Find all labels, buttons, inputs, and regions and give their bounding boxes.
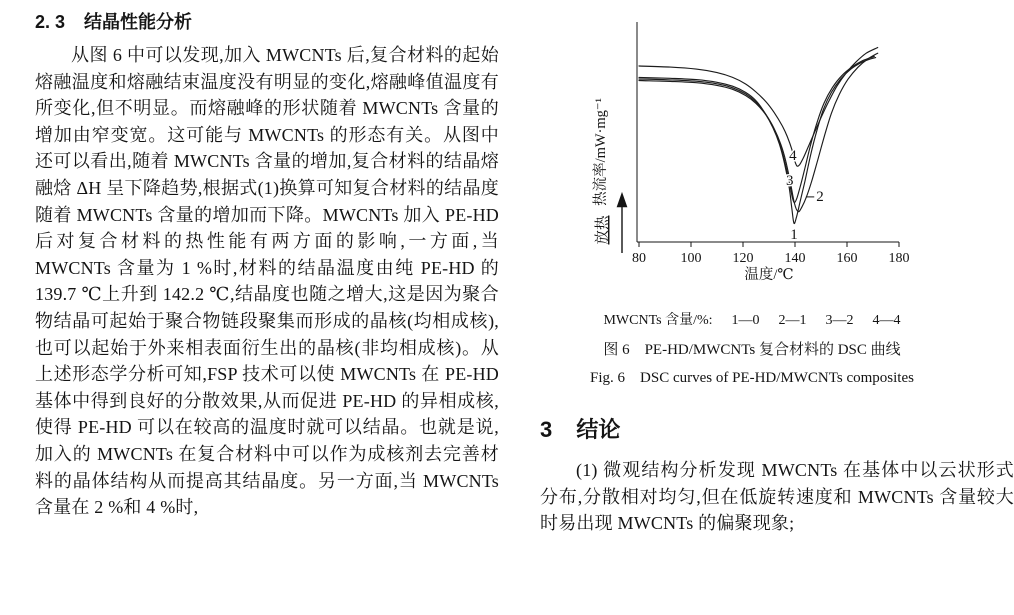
section-number: 3 <box>540 417 553 442</box>
figure-legend <box>540 309 964 329</box>
x-axis-label: 温度/℃ <box>744 267 794 283</box>
section-heading-3 <box>540 415 1014 445</box>
x-tick-label: 80 <box>632 251 646 266</box>
figure-6 <box>540 10 1014 387</box>
dsc-curve-4 <box>639 48 878 167</box>
section-title: 结论 <box>576 417 621 442</box>
dsc-chart <box>580 10 1010 295</box>
x-tick-label: 120 <box>732 251 754 266</box>
legend-item-3: 3—2 <box>825 313 854 328</box>
x-tick-label: 180 <box>888 251 910 266</box>
exo-label: 放热 <box>595 215 611 245</box>
exo-up-arrowhead <box>618 194 627 207</box>
curve-label-3: 3 <box>786 172 794 189</box>
legend-item-2: 2—1 <box>778 313 807 328</box>
legend-item-1: 1—0 <box>731 313 760 328</box>
section-number: 2. 3 <box>35 12 66 32</box>
conclusion-paragraph-1: (1) 微观结构分析发现 MWCNTs 在基体中以云状形式分布,分散相对均匀,但在低旋转速度和 MWCNTs 含量较大时易出现 MWCNTs 的偏聚现象; <box>540 460 1014 534</box>
legend-prefix: MWCNTs 含量/%: <box>603 313 713 328</box>
section-heading-2-3 <box>35 10 499 34</box>
body-paragraph-crystallinity: 从图 6 中可以发现,加入 MWCNTs 后,复合材料的起始熔融温度和熔融结束温度没有明显的变化,熔融峰值温度有所变化,但不明显。而熔融峰的形状随着 MWCNTs 含量的增加由窄变宽。这可能与 MWCNTs 的形态有关。从图中还可以看出,随着 MWCNTs 含量的增加,复合材料的结晶熔融焓 ΔH 呈下降趋势,根据式(1)换算可知复合材料的结晶度随着 MWCNTs 含量的增加而下降。MWCNTs 加入 PE-HD 后对复合材料的热性能有两方面的影响,一方面,当 MWCNTs 含量为 1 %时,材料的结晶温度由纯 PE-HD 的139.7 ℃上升到 142.2 ℃,结晶度也随之增大,这是因为聚合物结晶可起始于聚合物链段聚集而形成的晶核(均相成核),也可以起始于外来相表面衍生出的晶核(非均相成核)。从上述形态学分析可知,FSP 技术可以使 MWCNTs 在 PE-HD 基体中得到良好的分散效果,从而促进 PE-HD 的异相成核,使得 PE-HD 可以在较高的温度时就可以结晶。也就是说,加入的 MWCNTs 在复合材料中可以作为成核剂去完善材料的晶体结构从而提高其结晶度。另一方面,当 MWCNTs 含量在 2 %和 4 %时, <box>35 45 499 518</box>
y-axis-label: 热流率/mW·mg⁻¹ <box>593 98 609 206</box>
curve-label-1: 1 <box>790 226 798 243</box>
legend-item-4: 4—4 <box>872 313 901 328</box>
x-tick-label: 100 <box>680 251 702 266</box>
figure-caption-zh: 图 6 PE-HD/MWCNTs 复合材料的 DSC 曲线 <box>603 342 901 358</box>
figure-caption-en: Fig. 6 DSC curves of PE-HD/MWCNTs composites <box>590 370 914 386</box>
section-title: 结晶性能分析 <box>84 12 193 32</box>
curve-label-2: 2 <box>816 188 824 205</box>
dsc-curve-1 <box>639 58 876 224</box>
curve-label-4: 4 <box>789 148 797 165</box>
right-column <box>540 10 1014 537</box>
x-tick-label: 140 <box>784 251 806 266</box>
left-column <box>35 10 499 521</box>
x-tick-label: 160 <box>836 251 858 266</box>
